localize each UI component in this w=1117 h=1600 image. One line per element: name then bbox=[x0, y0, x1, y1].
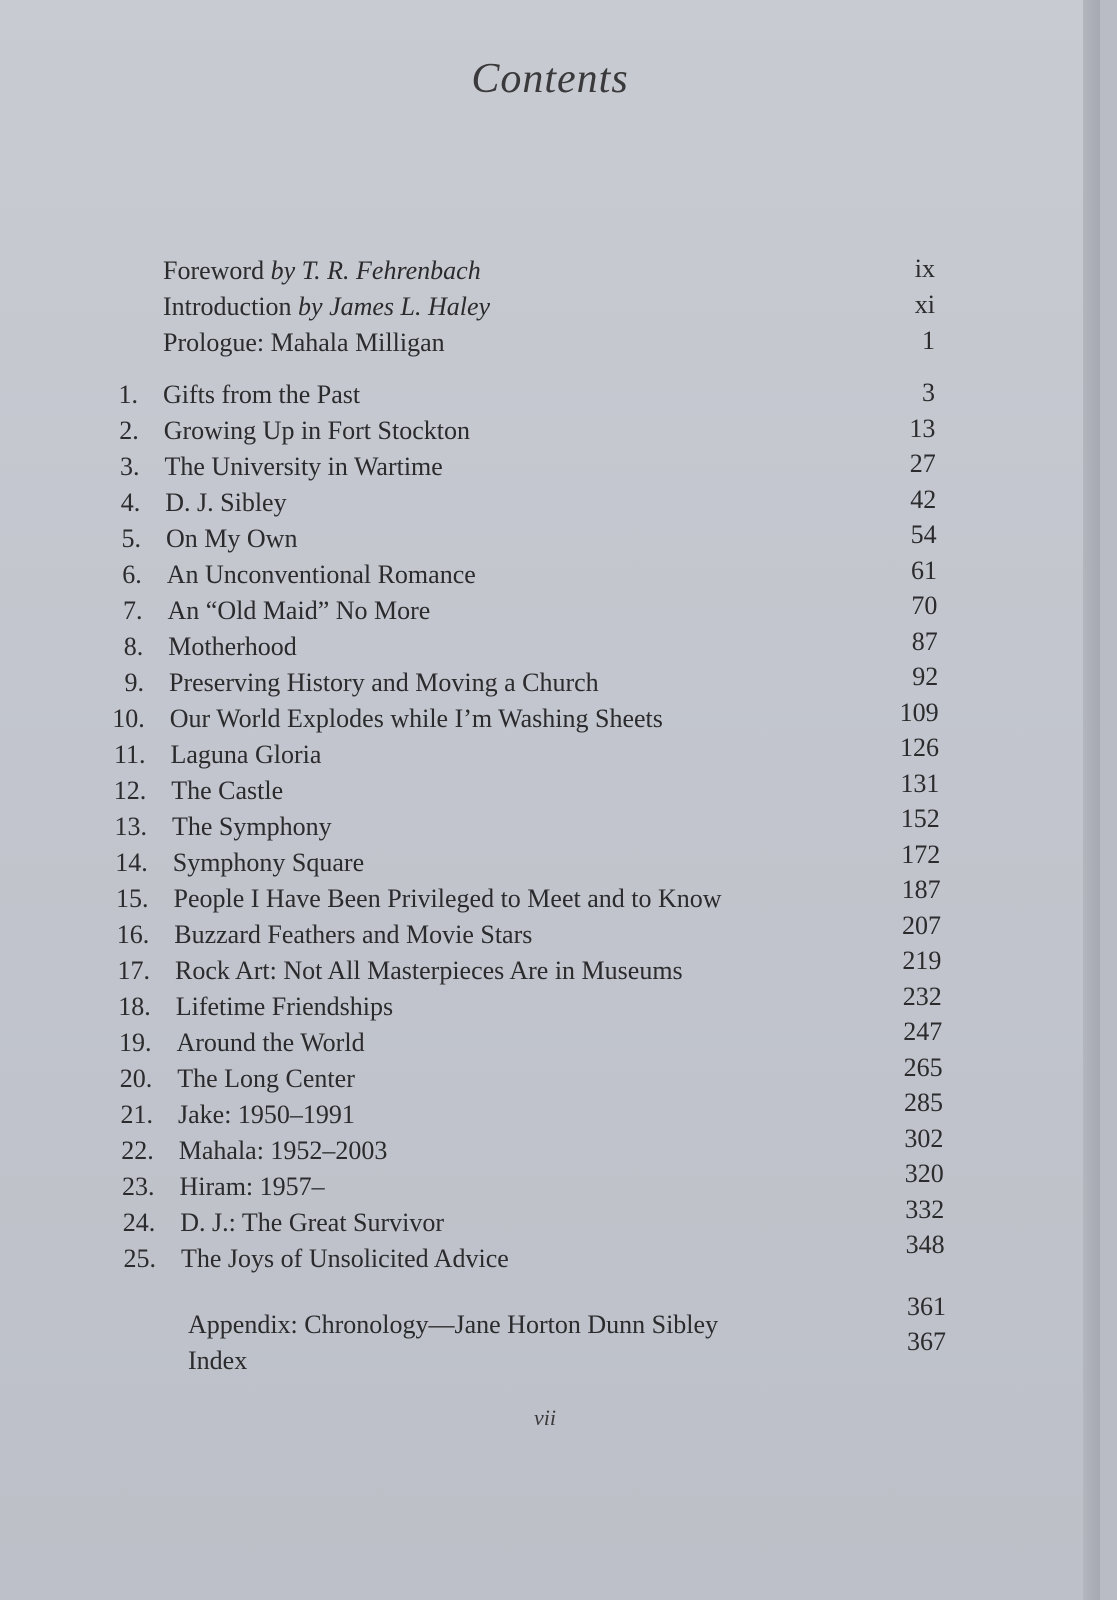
chapter-number: 14. bbox=[115, 848, 148, 877]
chapter-page-number: 285 bbox=[904, 1088, 943, 1117]
chapter-page-number: 152 bbox=[900, 804, 940, 833]
chapter-page-number: 172 bbox=[901, 839, 941, 869]
chapter-title: Rock Art: Not All Masterpieces Are in Museums bbox=[175, 956, 683, 985]
chapter-title: Motherhood bbox=[168, 632, 297, 661]
chapter-title: The Long Center bbox=[177, 1064, 355, 1093]
chapter-page-number: 207 bbox=[902, 910, 941, 940]
chapter-page-number: 92 bbox=[912, 662, 939, 691]
chapter-page-number: 247 bbox=[903, 1017, 943, 1046]
page-number: vii bbox=[534, 1405, 556, 1430]
chapter-number: 25. bbox=[123, 1244, 156, 1273]
entry-page-number: 1 bbox=[922, 326, 935, 355]
chapter-title: Laguna Gloria bbox=[170, 740, 322, 769]
chapter-number: 1. bbox=[118, 380, 138, 409]
chapter-number: 16. bbox=[116, 920, 150, 949]
chapter-number: 2. bbox=[119, 416, 139, 445]
chapter-page-number: 70 bbox=[911, 591, 938, 620]
chapter-title: The Joys of Unsolicited Advice bbox=[181, 1244, 509, 1273]
chapter-title: Hiram: 1957– bbox=[179, 1172, 325, 1201]
chapter-number: 3. bbox=[120, 452, 140, 481]
chapter-title: An “Old Maid” No More bbox=[167, 596, 431, 625]
entry-label: Introduction bbox=[163, 292, 299, 321]
entry-title: Appendix: Chronology—Jane Horton Dunn Sibley bbox=[188, 1310, 719, 1339]
chapter-number: 12. bbox=[113, 776, 147, 805]
entry-title: Index bbox=[188, 1346, 248, 1375]
chapter-page-number: 332 bbox=[905, 1194, 945, 1224]
chapter-title: On My Own bbox=[166, 524, 298, 553]
chapter-page-number: 42 bbox=[910, 484, 937, 514]
chapter-page-number: 265 bbox=[903, 1052, 943, 1082]
chapter-title: Preserving History and Moving a Church bbox=[169, 668, 599, 697]
chapter-title: People I Have Been Privileged to Meet and to Know bbox=[173, 884, 722, 913]
chapter-page-number: 232 bbox=[902, 981, 942, 1011]
entry-page-number: xi bbox=[914, 290, 935, 319]
chapter-number: 21. bbox=[120, 1100, 153, 1129]
chapter-page-number: 3 bbox=[922, 378, 935, 407]
chapter-title: Around the World bbox=[176, 1028, 365, 1057]
entry-page-number: ix bbox=[914, 254, 935, 283]
chapter-page-number: 13 bbox=[909, 413, 936, 443]
chapter-number: 22. bbox=[121, 1136, 154, 1165]
chapter-page-number: 54 bbox=[910, 520, 937, 549]
chapter-page-number: 320 bbox=[904, 1159, 944, 1188]
page-title: Contents bbox=[471, 56, 629, 102]
chapter-title: Growing Up in Fort Stockton bbox=[163, 416, 470, 445]
chapter-number: 15. bbox=[116, 884, 149, 913]
chapter-number: 17. bbox=[117, 956, 150, 985]
chapter-title: D. J. Sibley bbox=[165, 488, 287, 517]
chapter-number: 23. bbox=[122, 1172, 155, 1201]
chapter-number: 18. bbox=[118, 992, 151, 1021]
chapter-number: 24. bbox=[122, 1208, 156, 1237]
chapter-page-number: 187 bbox=[901, 875, 941, 904]
entry-title bbox=[163, 328, 445, 358]
entry-author: by T. R. Fehrenbach bbox=[270, 256, 481, 285]
chapter-title: Buzzard Feathers and Movie Stars bbox=[174, 920, 533, 949]
chapter-page-number: 27 bbox=[909, 449, 936, 478]
chapter-title: The University in Wartime bbox=[164, 452, 443, 481]
chapter-page-number: 126 bbox=[900, 733, 939, 762]
entry-page-number: 361 bbox=[907, 1292, 946, 1321]
chapter-number: 11. bbox=[113, 740, 146, 769]
chapter-number: 5. bbox=[121, 524, 141, 553]
chapter-number: 13. bbox=[114, 812, 147, 841]
entry-label: Foreword bbox=[163, 256, 271, 285]
chapter-number: 9. bbox=[124, 668, 144, 697]
chapter-title: Lifetime Friendships bbox=[175, 992, 394, 1021]
chapter-title: The Castle bbox=[171, 776, 284, 805]
entry-page-number: 367 bbox=[907, 1327, 946, 1356]
chapter-title: Symphony Square bbox=[172, 848, 365, 877]
chapter-title: Our World Explodes while I’m Washing Sheets bbox=[169, 704, 663, 733]
chapter-page-number: 61 bbox=[911, 555, 937, 585]
chapter-page-number: 348 bbox=[905, 1230, 945, 1259]
entry-title bbox=[163, 292, 490, 322]
chapter-title: Jake: 1950–1991 bbox=[178, 1100, 355, 1129]
chapter-number: 6. bbox=[122, 560, 142, 589]
chapter-number: 7. bbox=[123, 596, 143, 625]
chapter-page-number: 131 bbox=[900, 768, 940, 798]
chapter-number: 20. bbox=[119, 1064, 153, 1093]
chapter-number: 19. bbox=[119, 1028, 152, 1057]
chapter-number: 10. bbox=[112, 704, 145, 733]
chapter-title: The Symphony bbox=[172, 812, 332, 841]
chapter-title: An Unconventional Romance bbox=[166, 560, 476, 589]
chapter-number: 8. bbox=[123, 632, 144, 661]
chapter-page-number: 109 bbox=[899, 697, 939, 727]
chapter-page-number: 219 bbox=[902, 946, 942, 975]
entry-title bbox=[163, 256, 481, 286]
entry-label: Prologue: Mahala Milligan bbox=[163, 328, 445, 357]
chapter-number: 4. bbox=[120, 488, 141, 517]
chapter-page-number: 87 bbox=[911, 626, 938, 656]
chapter-page-number: 302 bbox=[904, 1123, 944, 1153]
chapter-title: Mahala: 1952–2003 bbox=[178, 1136, 388, 1165]
chapter-title: D. J.: The Great Survivor bbox=[180, 1208, 445, 1237]
entry-author: by James L. Haley bbox=[298, 292, 491, 321]
chapter-title: Gifts from the Past bbox=[163, 380, 361, 409]
